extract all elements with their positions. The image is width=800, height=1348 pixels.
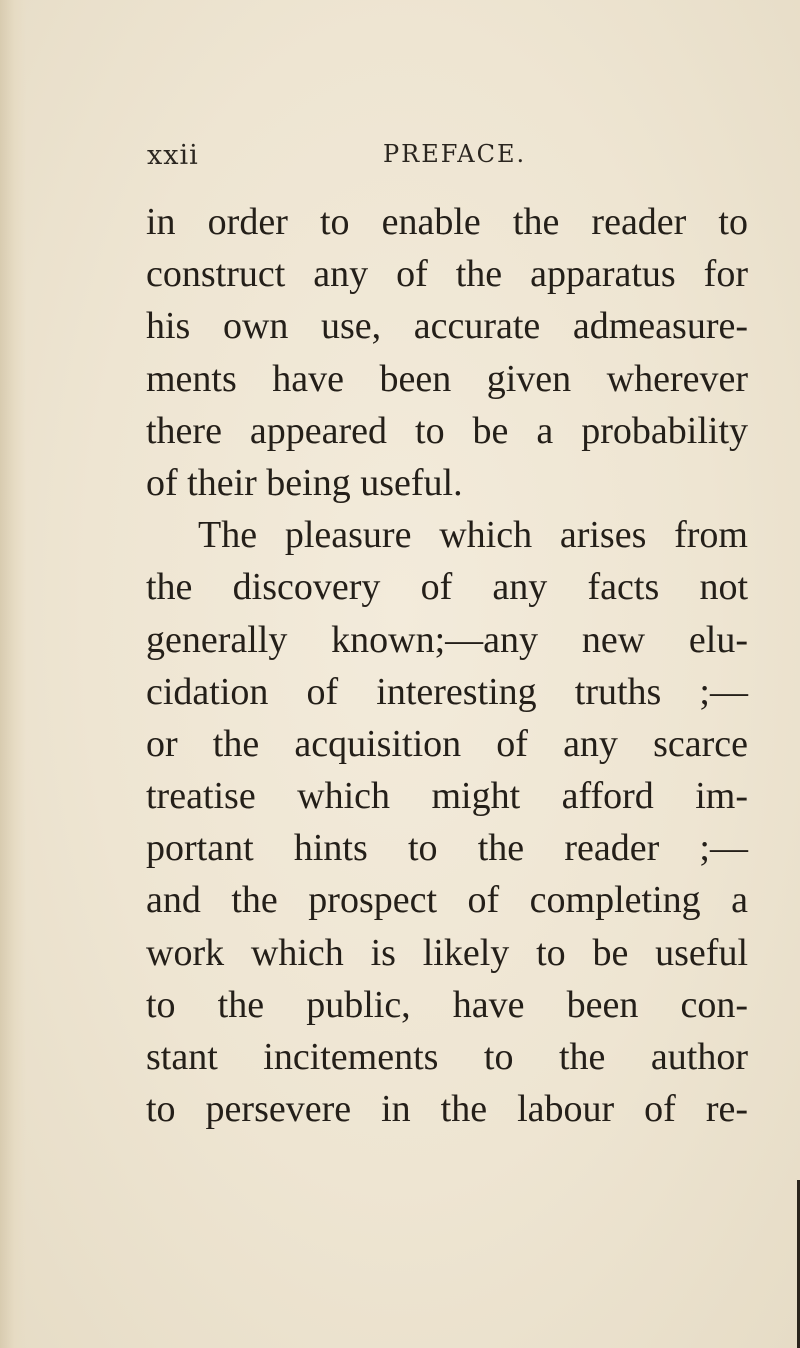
text-line: treatise which might afford im- — [146, 775, 748, 818]
text-line: his own use, accurate admeasure- — [146, 305, 748, 348]
text-line: to the public, have been con- — [146, 983, 748, 1026]
running-title: PREFACE. — [383, 140, 527, 168]
running-head — [147, 140, 747, 174]
text-line: to persevere in the labour of re- — [146, 1088, 748, 1131]
page-gutter-shadow — [0, 0, 26, 1348]
text-line: generally known;—any new elu- — [146, 618, 748, 661]
text-line: of their being useful. — [146, 461, 463, 504]
page-number: xxii — [147, 140, 199, 171]
text-line: ments have been given wherever — [146, 357, 748, 400]
text-line: work which is likely to be useful — [146, 931, 748, 974]
text-line: portant hints to the reader ;— — [146, 827, 748, 870]
text-line: the discovery of any facts not — [146, 566, 748, 609]
text-line: in order to enable the reader to — [146, 201, 748, 243]
text-line: there appeared to be a probability — [146, 409, 748, 452]
text-line: and the prospect of completing a — [146, 879, 748, 922]
text-line: The pleasure which arises from — [198, 514, 748, 557]
text-line: stant incitements to the author — [146, 1036, 748, 1078]
body-text — [146, 196, 748, 1135]
text-line: or the acquisition of any scarce — [146, 722, 748, 765]
text-line: construct any of the apparatus for — [146, 253, 748, 296]
text-line: cidation of interesting truths ;— — [146, 670, 748, 713]
